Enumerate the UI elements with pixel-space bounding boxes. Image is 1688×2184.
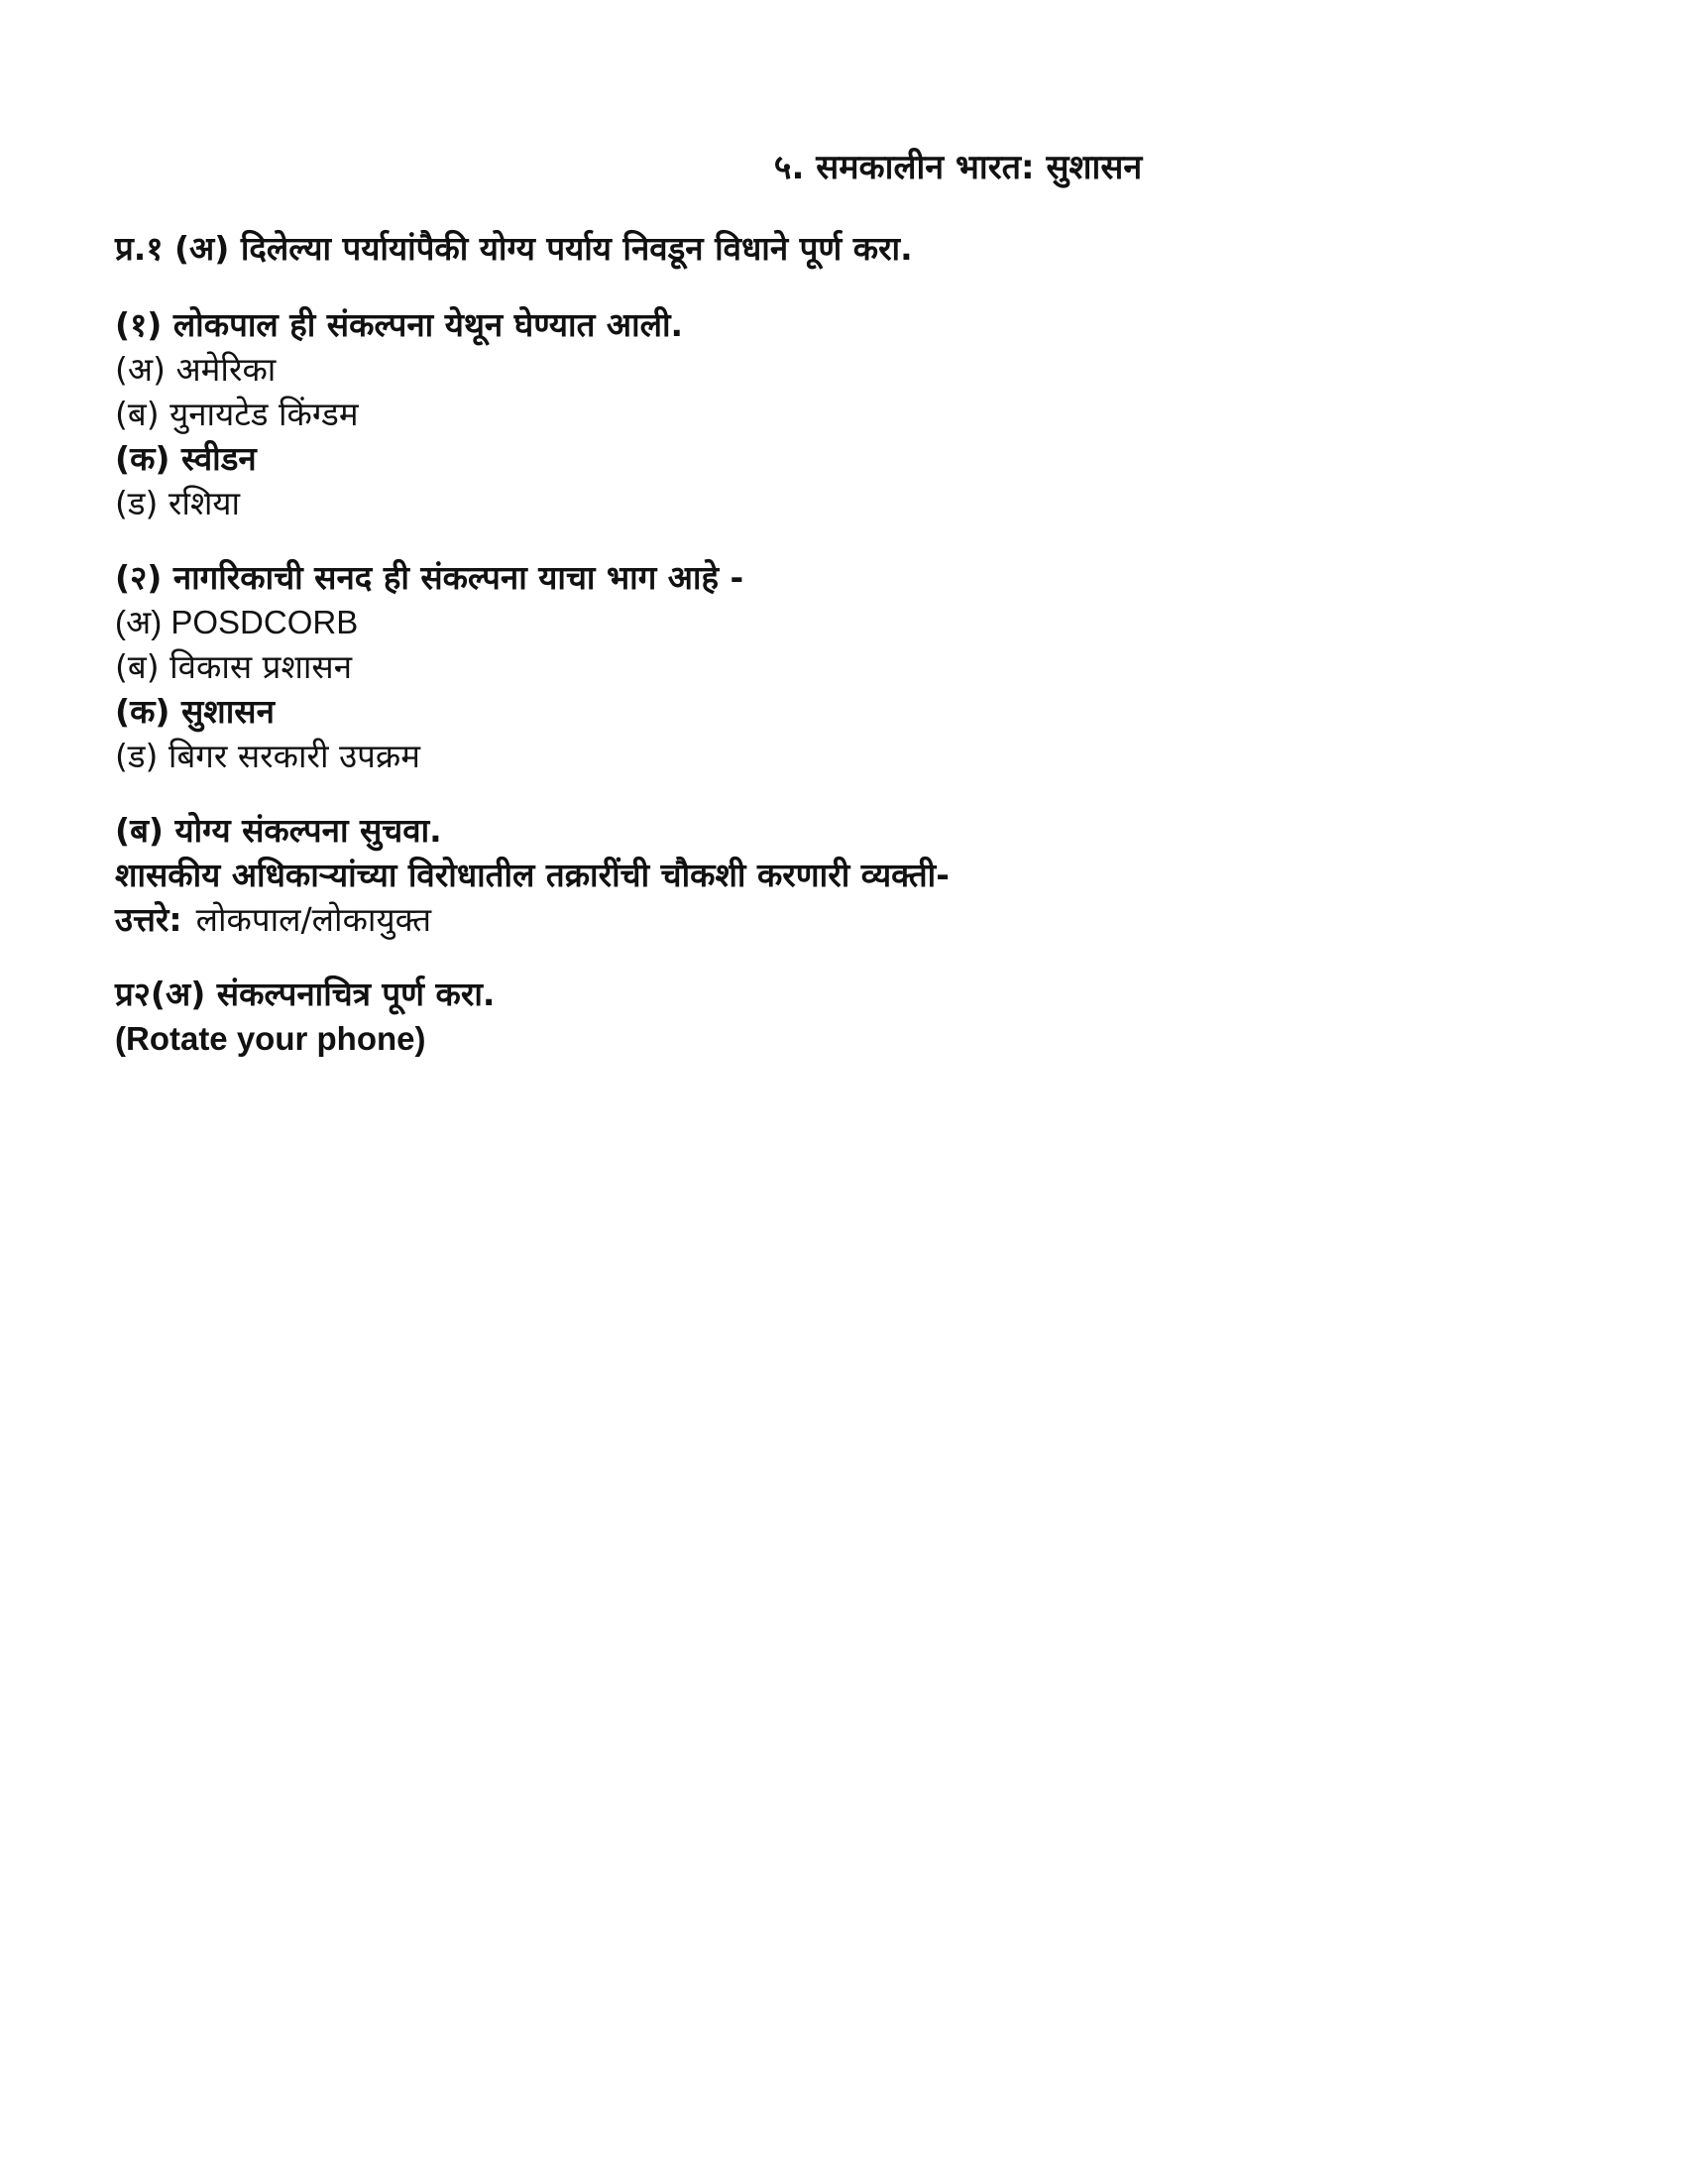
- mcq-item-2: [115, 555, 1582, 778]
- answer-label: उत्तरे:: [115, 900, 182, 939]
- answer-value: लोकपाल/लोकायुक्त: [195, 900, 432, 939]
- question-1-heading: प्र.१ (अ) दिलेल्या पर्यायांपैकी योग्य पर्याय निवडून विधाने पूर्ण करा.: [115, 229, 913, 268]
- page-title: ५. समकालीन भारत: सुशासन: [773, 148, 1143, 187]
- mcq-option: (ब) युनायटेड किंग्डम: [115, 395, 359, 433]
- mcq-option: (ब) विकास प्रशासन: [115, 647, 353, 686]
- mcq-question: (१) लोकपाल ही संकल्पना येथून घेण्यात आली.: [115, 305, 684, 344]
- mcq-option: (ड) रशिया: [115, 484, 241, 522]
- mcq-question: (२) नागरिकाची सनद ही संकल्पना याचा भाग आहे -: [115, 558, 744, 597]
- answer-row: [115, 897, 1582, 942]
- mcq-option-correct: (क) सुशासन: [115, 692, 275, 731]
- mcq-option: (अ) अमेरिका: [115, 350, 277, 389]
- mcq-item-1: [115, 302, 1582, 525]
- question-1b: [115, 808, 1582, 942]
- mcq-option: (ड) बिगर सरकारी उपक्रम: [115, 737, 420, 775]
- question-1b-statement: शासकीय अधिकाऱ्यांच्या विरोधातील तक्रारींची चौकशी करणारी व्यक्ती-: [115, 856, 950, 894]
- mcq-option: (अ) POSDCORB: [115, 604, 359, 640]
- mcq-option-correct: (क) स्वीडन: [115, 439, 257, 478]
- question-2: [115, 972, 1582, 1061]
- question-1b-heading: (ब) योग्य संकल्पना सुचवा.: [115, 811, 442, 850]
- document-body: [115, 226, 1582, 1061]
- rotate-phone-note: (Rotate your phone): [115, 1020, 426, 1057]
- question-2-heading: प्र२(अ) संकल्पनाचित्र पूर्ण करा.: [115, 975, 496, 1013]
